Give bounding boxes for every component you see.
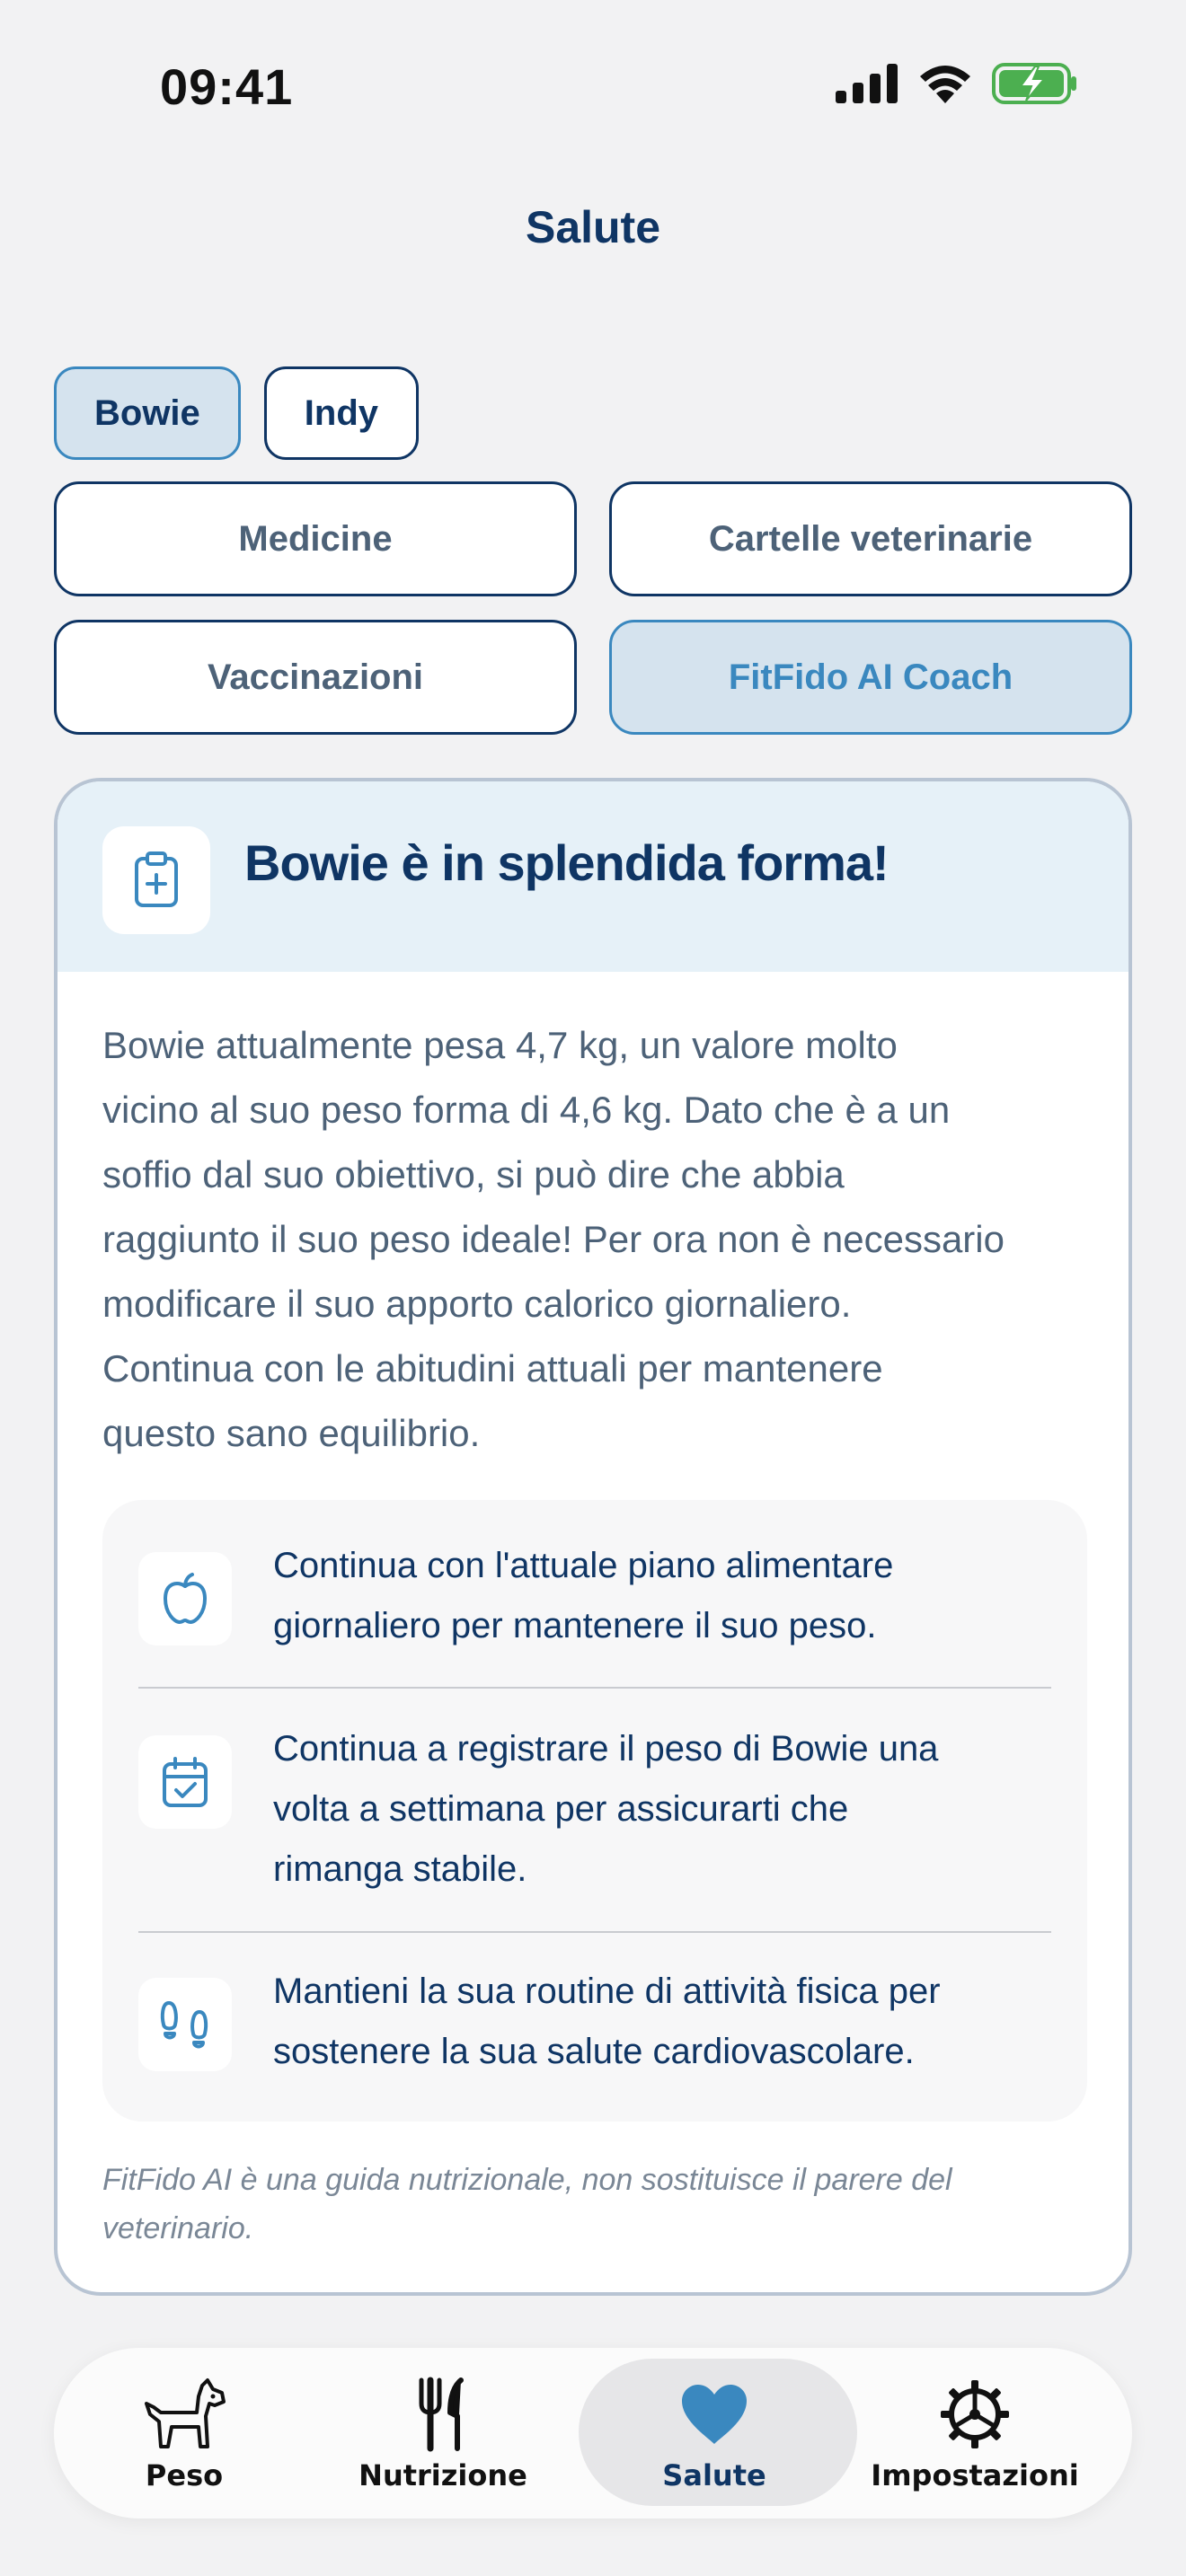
summary-line: Bowie attualmente pesa 4,7 kg, un valore molto [102,1024,898,1066]
tab-vaccinations[interactable]: Vaccinazioni [54,620,577,735]
tip-text: Continua a registrare il peso di Bowie una volta a settimana per assicurarti che rimanga stabile. [273,1729,939,1889]
tab-label: Nutrizione [358,2458,527,2492]
dog-icon [139,2374,229,2455]
tab-nutrizione[interactable] [313,2348,573,2519]
status-bar [0,0,1186,171]
fork-knife-icon [416,2374,470,2455]
tab-vet-records[interactable]: Cartelle veterinarie [609,481,1132,596]
tip-text: Continua con l'attuale piano alimentare giornaliero per mantenere il suo peso. [273,1546,894,1645]
status-time: 09:41 [160,58,294,115]
divider [138,1687,1051,1689]
pet-chip-bowie[interactable]: Bowie [54,366,241,460]
tab-label: Impostazioni [871,2458,1079,2492]
wifi-icon [918,64,972,103]
card-title: Bowie è in splendida forma! [244,834,889,891]
disclaimer: FitFido AI è una guida nutrizionale, non sostituisce il parere del veterinario. [102,2163,952,2245]
ai-coach-card [54,778,1132,2296]
summary-line: vicino al suo peso forma di 4,6 kg. Dato che è a un [102,1089,951,1131]
summary-line: questo sano equilibrio. [102,1412,481,1454]
tab-peso[interactable] [54,2348,314,2519]
summary-line: Continua con le abitudini attuali per mantenere [102,1347,883,1389]
summary-line: modificare il suo apporto calorico giornaliero. [102,1283,852,1325]
summary-line: soffio dal suo obiettivo, si può dire che abbia [102,1153,845,1195]
card-summary [102,1013,1100,1466]
page-title: Salute [525,202,661,252]
pet-selector [54,366,419,460]
footprints-icon [138,1978,232,2071]
divider [138,1931,1051,1933]
status-icons [836,63,1078,104]
calendar-check-icon [138,1735,232,1829]
battery-charging-icon [992,63,1078,104]
clipboard-plus-icon [102,826,210,934]
summary-line: raggiunto il suo peso ideale! Per ora non è necessario [102,1218,1005,1260]
tab-impostazioni[interactable] [845,2348,1105,2519]
tab-label: Salute [662,2458,766,2492]
tip-text: Mantieni la sua routine di attività fisica per sostenere la sua salute cardiovascolare. [273,1972,941,2071]
tab-medicine[interactable]: Medicine [54,481,577,596]
apple-icon [138,1552,232,1645]
cellular-signal-icon [836,64,898,103]
gear-icon [939,2374,1011,2455]
tab-ai-coach[interactable]: FitFido AI Coach [609,620,1132,735]
heart-icon [680,2374,748,2455]
card-header [58,781,1128,972]
pet-chip-indy[interactable]: Indy [264,366,419,460]
health-section-tabs [54,481,1132,735]
tips-list [102,1500,1087,2122]
tab-label: Peso [145,2458,224,2492]
bottom-tab-bar [54,2348,1132,2519]
tab-salute[interactable] [584,2348,845,2519]
